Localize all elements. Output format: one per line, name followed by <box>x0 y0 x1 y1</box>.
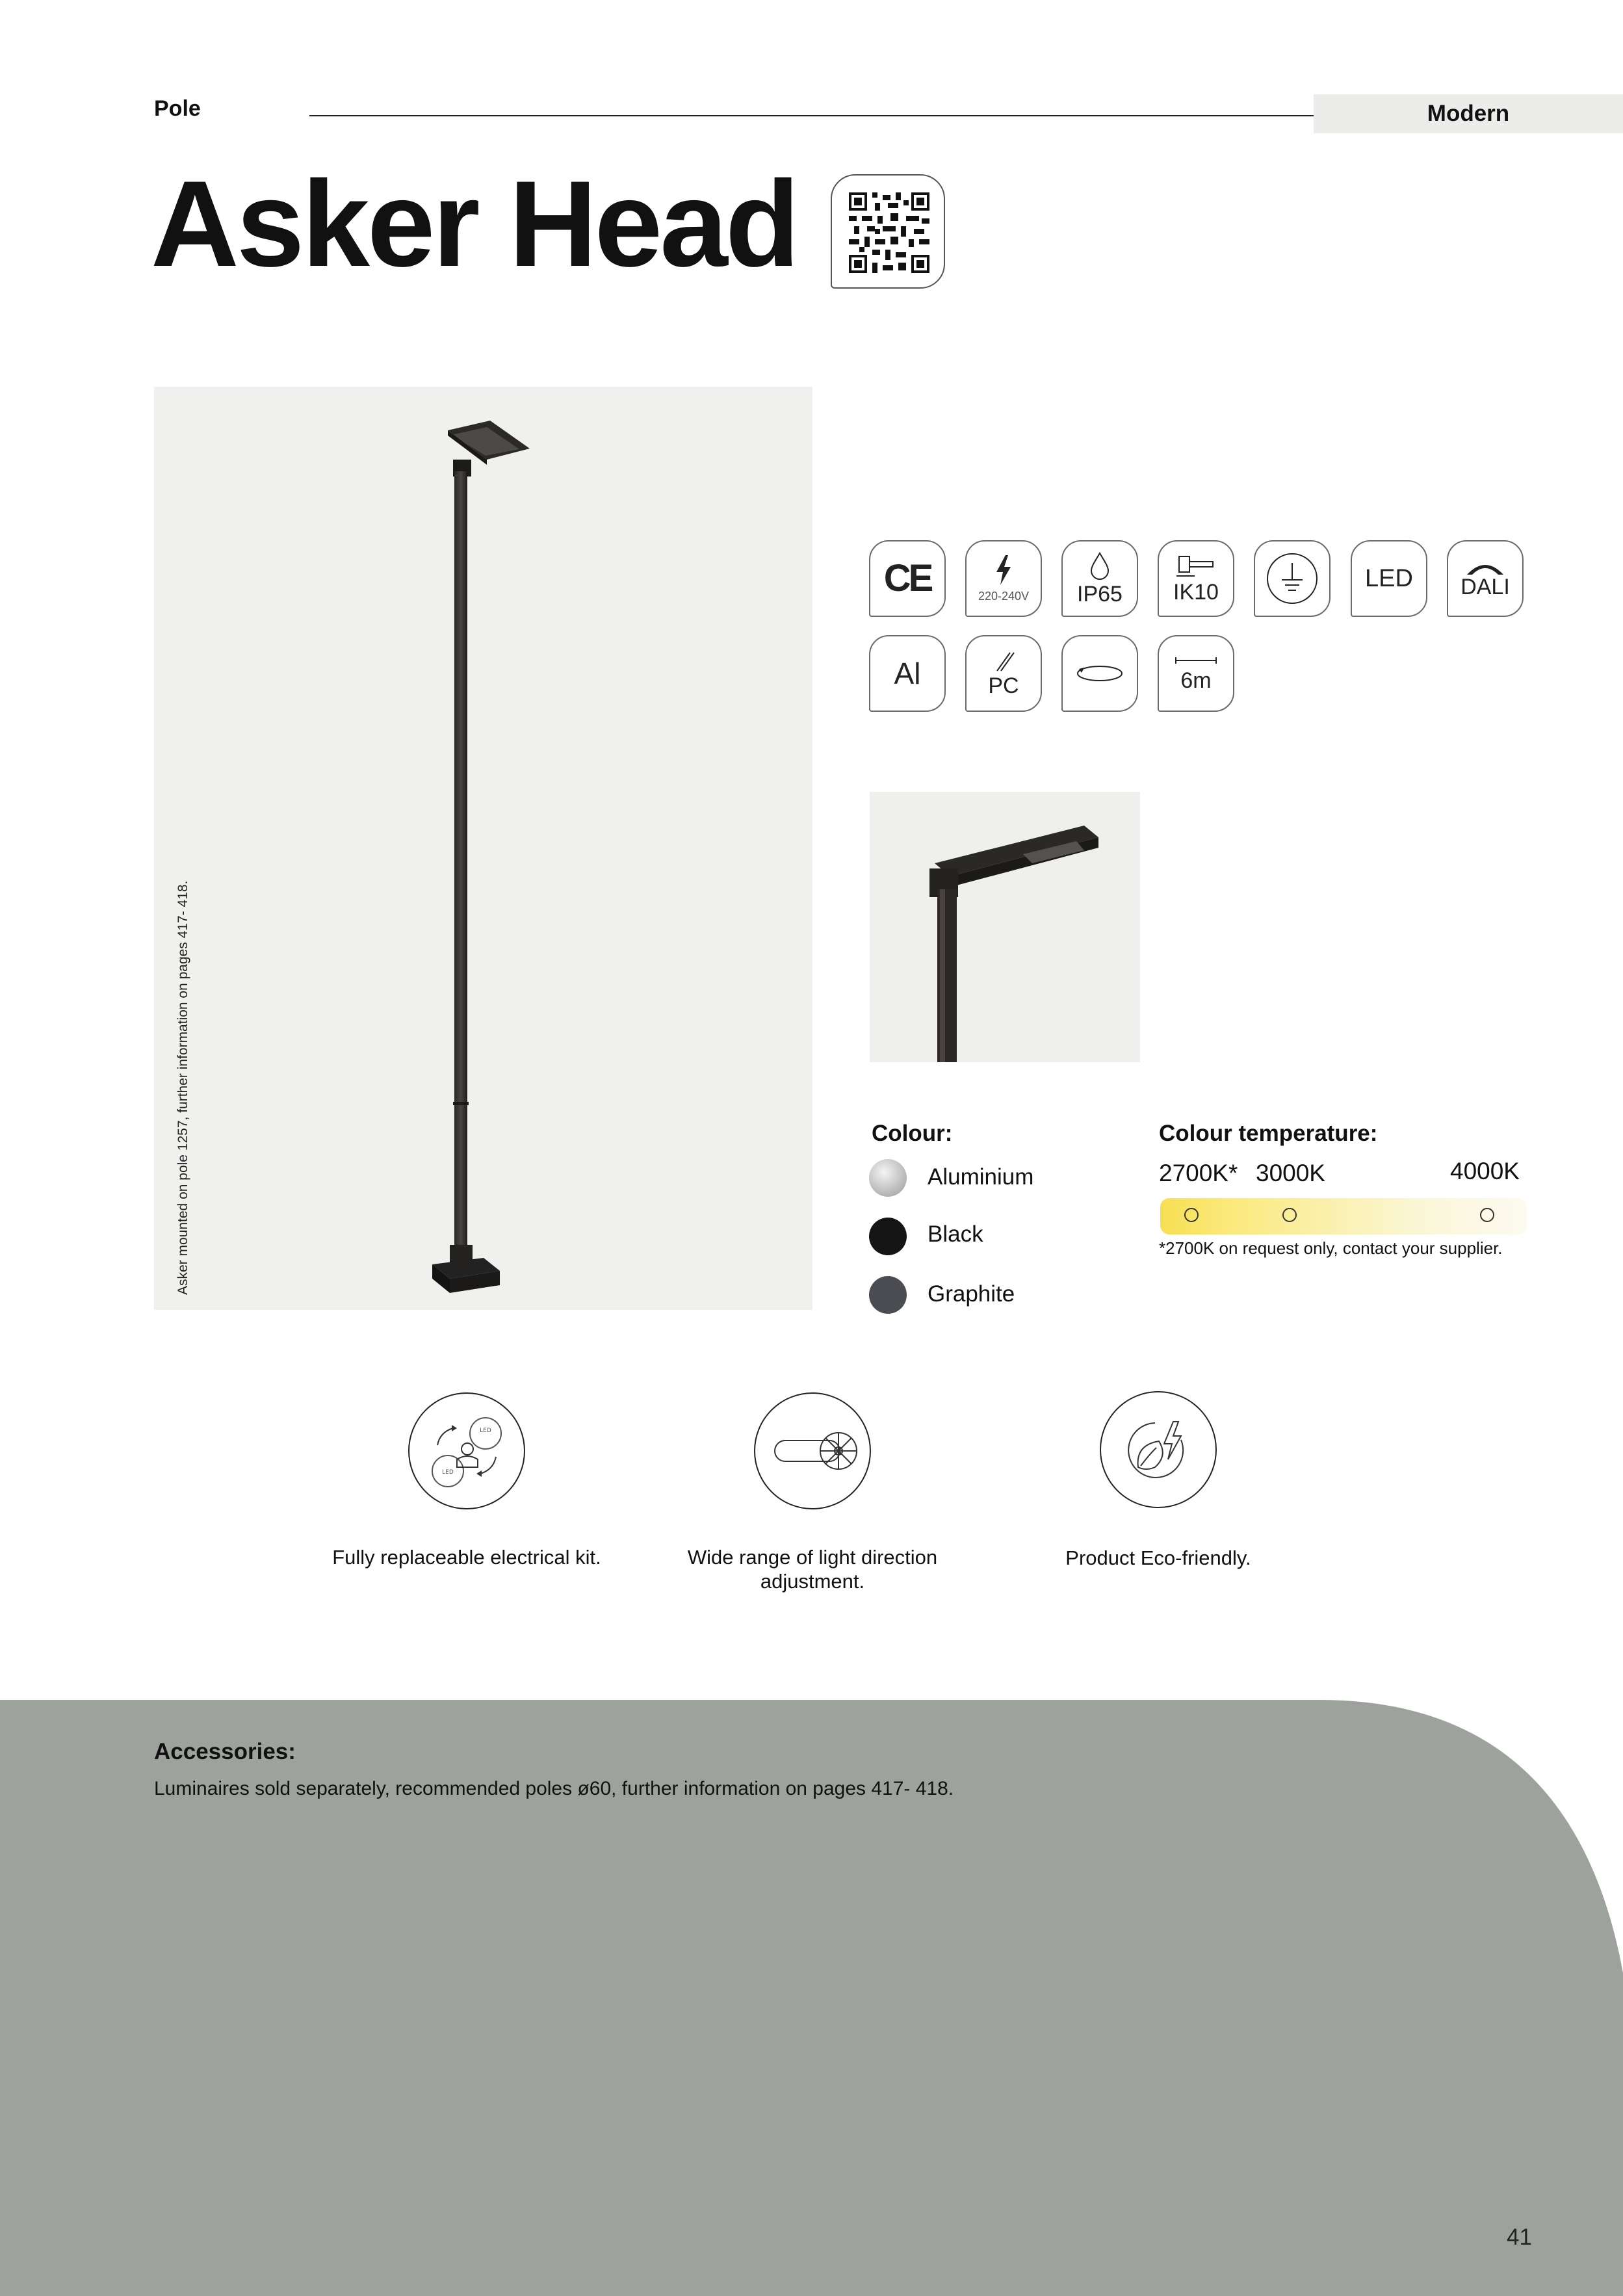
feature-text-light-direction: Wide range of light direction adjustment. <box>687 1546 938 1593</box>
colour-temperature-bar <box>1160 1198 1527 1234</box>
feature-text-eco-friendly: Product Eco-friendly. <box>1065 1546 1251 1569</box>
qr-code-icon <box>849 192 929 273</box>
header-divider <box>309 115 1314 116</box>
light-direction-icon <box>754 1392 871 1509</box>
rotation-icon <box>1061 635 1138 712</box>
photo-caption: Asker mounted on pole 1257, further information on pages 417- 418. <box>175 880 190 1295</box>
impact-hammer-icon: IK10 <box>1158 540 1234 617</box>
water-drop-icon: IP65 <box>1061 540 1138 617</box>
detail-product-photo <box>870 792 1140 1062</box>
ct-option-4000k[interactable] <box>1480 1208 1494 1222</box>
colour-heading: Colour: <box>872 1121 953 1146</box>
page-number: 41 <box>1507 2224 1532 2250</box>
earth-ground-icon <box>1254 540 1331 617</box>
accessories-text: Luminaires sold separately, recommended poles ø60, further information on pages 417- 418. <box>154 1778 954 1799</box>
main-product-photo <box>154 387 812 1310</box>
pole-illustration <box>154 387 812 1310</box>
ct-label-4000k: 4000K <box>1450 1158 1520 1184</box>
svg-text:LED: LED <box>442 1469 454 1476</box>
led-icon: LED <box>1351 540 1427 617</box>
product-title: Asker Head <box>151 155 798 292</box>
ce-mark-icon: CE <box>869 540 946 617</box>
eco-friendly-icon <box>1100 1391 1217 1508</box>
cable-length-icon: 6m <box>1158 635 1234 712</box>
feature-text-replaceable-kit: Fully replaceable electrical kit. <box>332 1546 601 1569</box>
swatch-label-aluminium: Aluminium <box>928 1164 1034 1190</box>
qr-code[interactable] <box>831 174 945 289</box>
voltage-icon: 220-240V <box>965 540 1042 617</box>
ct-label-3000k: 3000K <box>1256 1160 1325 1186</box>
swatch-label-black: Black <box>928 1221 983 1247</box>
swatch-label-graphite: Graphite <box>928 1281 1015 1307</box>
colour-temperature-note: *2700K on request only, contact your supplier. <box>1159 1238 1503 1258</box>
style-tag-label: Modern <box>1427 101 1510 126</box>
replaceable-kit-icon <box>408 1392 525 1509</box>
aluminium-icon: Al <box>869 635 946 712</box>
swatch-graphite[interactable] <box>869 1276 907 1314</box>
category-label: Pole <box>154 96 201 121</box>
head-detail-illustration <box>870 792 1140 1062</box>
dali-dimming-icon: DALI <box>1447 540 1524 617</box>
ct-option-3000k[interactable] <box>1282 1208 1297 1222</box>
polycarbonate-icon: PC <box>965 635 1042 712</box>
style-tag <box>1314 94 1623 133</box>
accessories-heading: Accessories: <box>154 1739 296 1764</box>
colour-temperature-heading: Colour temperature: <box>1159 1121 1378 1146</box>
ct-option-2700k[interactable] <box>1184 1208 1199 1222</box>
ct-label-2700k: 2700K* <box>1159 1160 1238 1186</box>
svg-text:LED: LED <box>480 1428 491 1434</box>
swatch-black[interactable] <box>869 1218 907 1255</box>
swatch-aluminium[interactable] <box>869 1159 907 1197</box>
